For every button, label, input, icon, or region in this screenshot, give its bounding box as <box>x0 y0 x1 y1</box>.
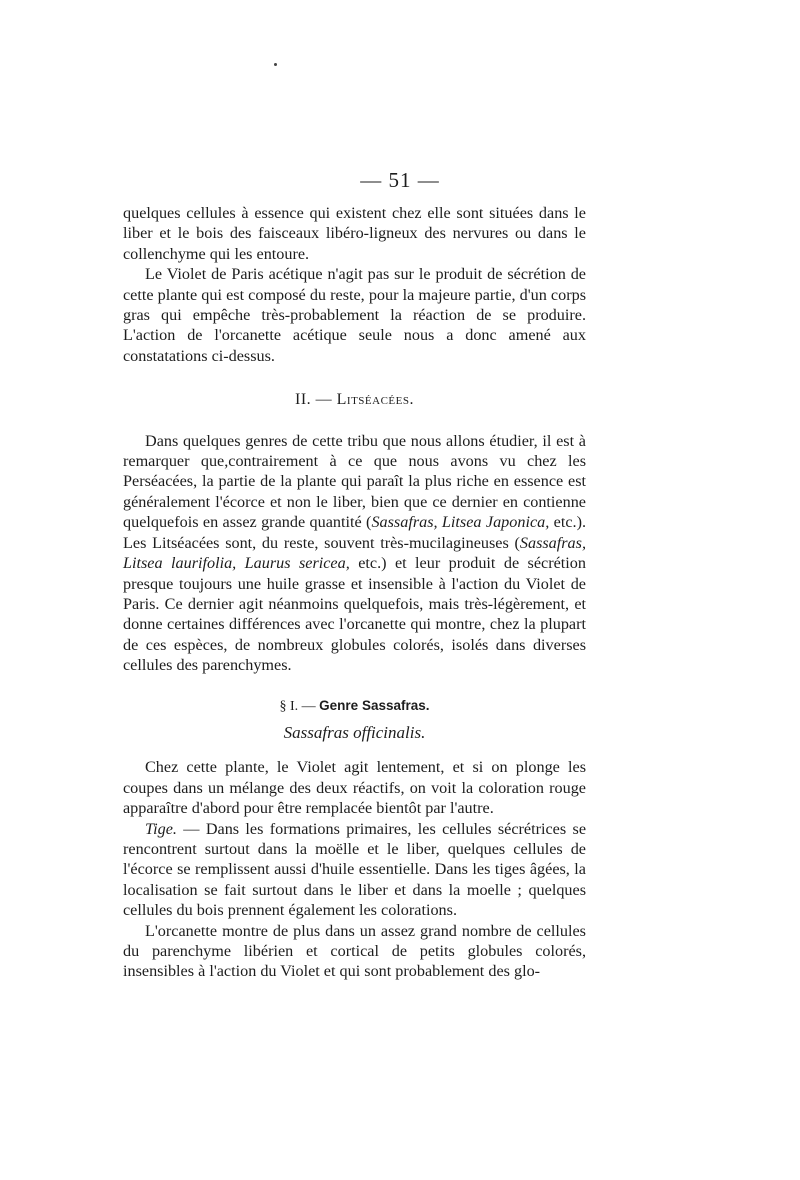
subsection-prefix: § I. — <box>279 698 316 714</box>
paragraph-continuation: quelques cellules à essence qui existent chez elle sont situées dans le liber et le bois des faisceaux libéro-ligneux des nervures ou dans le collenchyme qui les entoure. <box>123 204 586 263</box>
tige-label: Tige. <box>145 819 177 838</box>
subsection-heading <box>123 696 586 717</box>
paragraph-violet-de-paris: Le Violet de Paris acétique n'agit pas sur le produit de sécrétion de cette plante qui est composé du reste, pour la majeure partie, d'un corps gras qui empêche très-probablement la réaction de se produire. L'action de l'orcanette acétique seule nous a donc amené aux constatations ci-dessus. <box>123 265 586 365</box>
italic-species: Sassafras, Litsea Japonica, <box>371 513 550 532</box>
paragraph-sassafras: Chez cette plante, le Violet agit lentement, et si on plonge les coupes dans un mélange des deux réactifs, on voit la coloration rouge apparaître d'abord pour être remplacée bientôt par l'autre. <box>123 758 586 818</box>
section-number: II. — <box>295 391 333 409</box>
subsection-title: Genre Sassafras. <box>319 697 430 713</box>
text-run: — Dans les formations primaires, les cellules sécrétrices se rencontrent surtout dans la moëlle et le liber, quelques cellules de l'écorce se remplissent aussi d'huile essentielle. Dans les tiges âgées, la localisation se fait surtout dans le liber et dans la moelle ; quelques cellules du bois prennent également les colorations. <box>123 819 586 920</box>
italic-species: Sassafras, Litsea laurifolia, Laurus sericea, <box>123 533 586 573</box>
text-run: etc.). Les Litséacées sont, du reste, souvent très-mucilagineuses ( <box>123 513 587 552</box>
species-heading: Sassafras officinalis. <box>283 722 426 742</box>
body-text <box>123 203 586 982</box>
page-number: — 51 — <box>360 168 440 192</box>
paragraph-tige <box>123 819 586 921</box>
paragraph-orcanette: L'orcanette montre de plus dans un assez grand nombre de cellules du parenchyme libérien et cortical de petits globules colorés, insensibles à l'action du Violet et qui sont probablement des glo- <box>123 921 586 981</box>
text-run: Dans quelques genres de cette tribu que nous allons étudier, il est à remarquer que,contrairement à ce que nous avons vu chez les Perséacées, la partie de la plante qui paraît la plus riche en essence est généralement l'écorce et non le liber, bien que ce dernier en contienne quelquefois en assez grande quantité ( <box>123 431 586 532</box>
ink-speck <box>274 63 277 66</box>
section-heading-litseacees <box>123 390 586 410</box>
text-run: etc.) et leur produit de sécrétion presque toujours une huile grasse et insensible à l'action du Violet de Paris. Ce dernier agit néanmoins quelquefois, mais très-légèrement, et donne certaines différences avec l'orcanette qui montre, chez la plupart de ces espèces, de nombreux globules colorés, isolés dans diverses cellules des parenchymes. <box>123 554 586 675</box>
section-title: Litséacées. <box>336 391 414 409</box>
paragraph-litseacees <box>123 431 586 676</box>
